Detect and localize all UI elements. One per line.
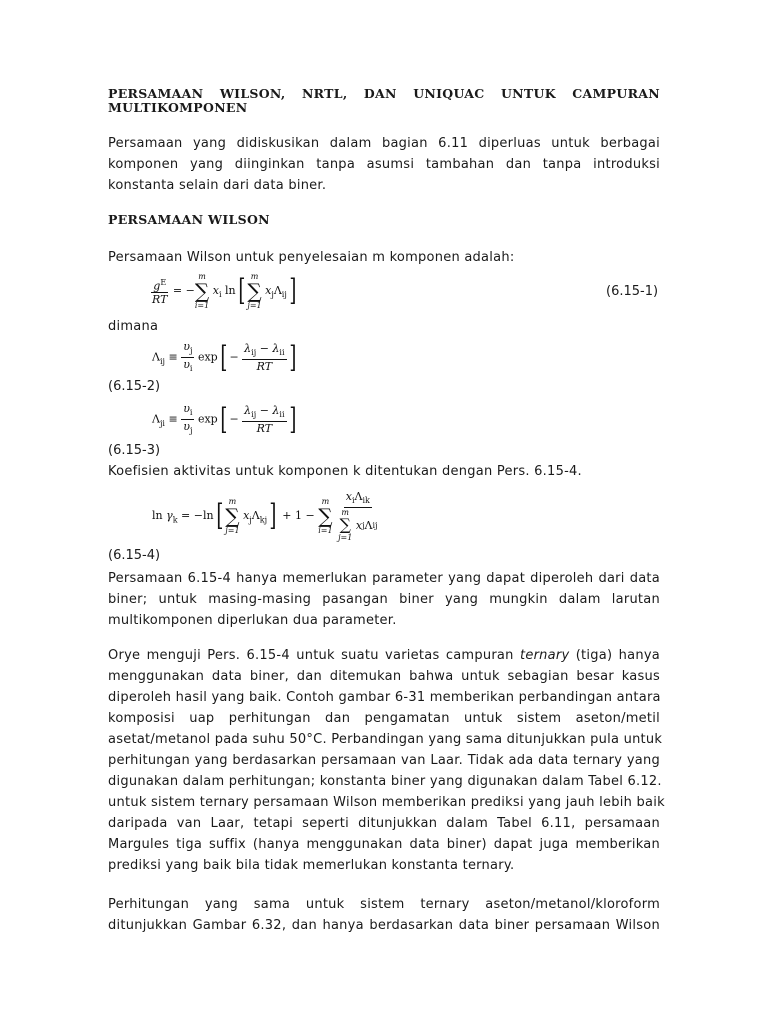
orye-paragraph bbox=[108, 645, 665, 876]
paragraph-line: asetat/metanol pada suhu 50°C. Perbandingan yang sama ditunjukkan pula untuk bbox=[108, 732, 663, 747]
fraction: $\frac{\lambda_{ij} - \lambda_{ii}}{RT}$ bbox=[244, 342, 285, 374]
equation-number: (6.15-1) bbox=[606, 284, 659, 299]
paragraph-line: daripada van Laar, tetapi seperti ditunjukkan dalam Tabel 6.11, persamaan bbox=[108, 816, 660, 831]
equation-6-15-3: $\Lambda_{ji}$ ≡ $\frac{\upsilon_i}{\upsilon_j}$ exp[ − $\frac{\lambda_{ij} - \lambda_{ii}}{RT}$ ] bbox=[152, 401, 296, 437]
wilson-heading: PERSAMAAN WILSON bbox=[108, 212, 270, 227]
paragraph-line: ditunjukkan Gambar 6.32, dan hanya berdasarkan data biner persamaan Wilson bbox=[108, 918, 660, 933]
fraction: $\frac{\lambda_{ij} - \lambda_{ii}}{RT}$ bbox=[244, 404, 285, 436]
sum-operator: m ∑ i=1 bbox=[318, 497, 333, 536]
fraction: $x_i\Lambda_{ik}$ m ∑ j=1 x j Λ ij bbox=[338, 490, 378, 543]
sum-operator: m ∑ i=1 bbox=[194, 272, 210, 310]
paragraph-line: untuk sistem ternary persamaan Wilson memberikan prediksi yang jauh lebih baik bbox=[108, 795, 665, 810]
left-bracket: [ bbox=[215, 498, 223, 534]
paragraph-6-15-4 bbox=[108, 568, 660, 631]
fraction: $\frac{\upsilon_j}{\upsilon_i}$ bbox=[183, 340, 193, 374]
sum-operator: m ∑ j=1 bbox=[247, 272, 262, 310]
intro-paragraph bbox=[108, 133, 660, 196]
equation-6-15-4: $\ln \gamma_k = -\ln$[ m ∑ j=1 $x_j\Lambda_{kj}] + 1$ − m ∑ i=1 $x_i\Lambda_{ik}$ m ∑ j=1 x j Λ ij bbox=[152, 490, 378, 543]
right-bracket: ] bbox=[288, 339, 296, 375]
left-bracket: [ bbox=[220, 339, 228, 375]
paragraph-line: komposisi uap perhitungan dan pengamatan untuk sistem aseton/metil bbox=[108, 711, 660, 726]
sum-operator: m ∑ j=1 bbox=[225, 497, 240, 536]
paragraph-line: diperoleh hasil yang baik. Contoh gambar 6-31 memberikan perbandingan antara bbox=[108, 690, 661, 705]
paragraph-line: Margules tiga suffix (hanya menggunakan data biner) dapat juga memberikan bbox=[108, 837, 660, 852]
dimana-label: dimana bbox=[108, 319, 159, 334]
equation-number: (6.15-4) bbox=[108, 548, 161, 563]
paragraph-line: perhitungan yang berdasarkan persamaan van Laar. Tidak ada data ternary yang bbox=[108, 753, 660, 768]
right-bracket: ] bbox=[269, 498, 277, 534]
fraction: $\frac{\upsilon_i}{\upsilon_j}$ bbox=[183, 402, 193, 436]
intro-line: konstanta selain dari data biner. bbox=[108, 178, 327, 193]
activity-intro: Koefisien aktivitas untuk komponen k ditentukan dengan Pers. 6.15-4. bbox=[108, 464, 582, 479]
right-bracket: ] bbox=[288, 401, 296, 437]
paragraph-line: multikomponen diperlukan dua parameter. bbox=[108, 613, 397, 628]
intro-line: komponen yang diinginkan tanpa asumsi tambahan dan tanpa introduksi bbox=[108, 157, 660, 172]
main-heading-line2: MULTIKOMPONEN bbox=[108, 100, 248, 115]
wilson-intro: Persamaan Wilson untuk penyelesaian m komponen adalah: bbox=[108, 250, 515, 265]
sum-operator: m ∑ j=1 bbox=[338, 508, 353, 543]
paragraph-line: prediksi yang baik bila tidak memerlukan konstanta ternary. bbox=[108, 858, 515, 873]
equation-number: (6.15-3) bbox=[108, 443, 161, 458]
last-paragraph bbox=[108, 894, 660, 936]
paragraph-line: menggunakan data biner, dan ditemukan bahwa untuk sebagian besar kasus bbox=[108, 669, 660, 684]
left-bracket: [ bbox=[237, 273, 245, 308]
equation-6-15-1: $\frac{g^E}{RT}$ = − m ∑ i=1 $x_i$ ln[ m ∑ j=1 $x_j\Lambda_{ij}$] bbox=[152, 272, 297, 310]
fraction: $\frac{g^E}{RT}$ bbox=[152, 277, 168, 307]
intro-line: Persamaan yang didiskusikan dalam bagian 6.11 diperluas untuk berbagai bbox=[108, 136, 660, 151]
equation-6-15-2: $\Lambda_{ij}$ ≡ $\frac{\upsilon_j}{\upsilon_i}$ exp[ − $\frac{\lambda_{ij} - \lambda_{ii}}{RT}$ ] bbox=[152, 339, 296, 375]
paragraph-line: Persamaan 6.15-4 hanya memerlukan parameter yang dapat diperoleh dari data bbox=[108, 571, 660, 586]
paragraph-line: Perhitungan yang sama untuk sistem ternary aseton/metanol/kloroform bbox=[108, 897, 660, 912]
paragraph-line: Orye menguji Pers. 6.15-4 untuk suatu varietas campuran ternary (tiga) hanya bbox=[108, 648, 660, 663]
main-heading-line1: PERSAMAAN WILSON, NRTL, DAN UNIQUAC UNTUK CAMPURAN bbox=[108, 86, 660, 101]
left-bracket: [ bbox=[220, 401, 228, 437]
paragraph-line: biner; untuk masing-masing pasangan biner yang mungkin dalam larutan bbox=[108, 592, 660, 607]
right-bracket: ] bbox=[289, 273, 297, 308]
paragraph-line: digunakan dalam perhitungan; konstanta biner yang digunakan dalam Tabel 6.12. bbox=[108, 774, 662, 789]
equation-number: (6.15-2) bbox=[108, 379, 161, 394]
italic-term: ternary bbox=[519, 648, 570, 663]
